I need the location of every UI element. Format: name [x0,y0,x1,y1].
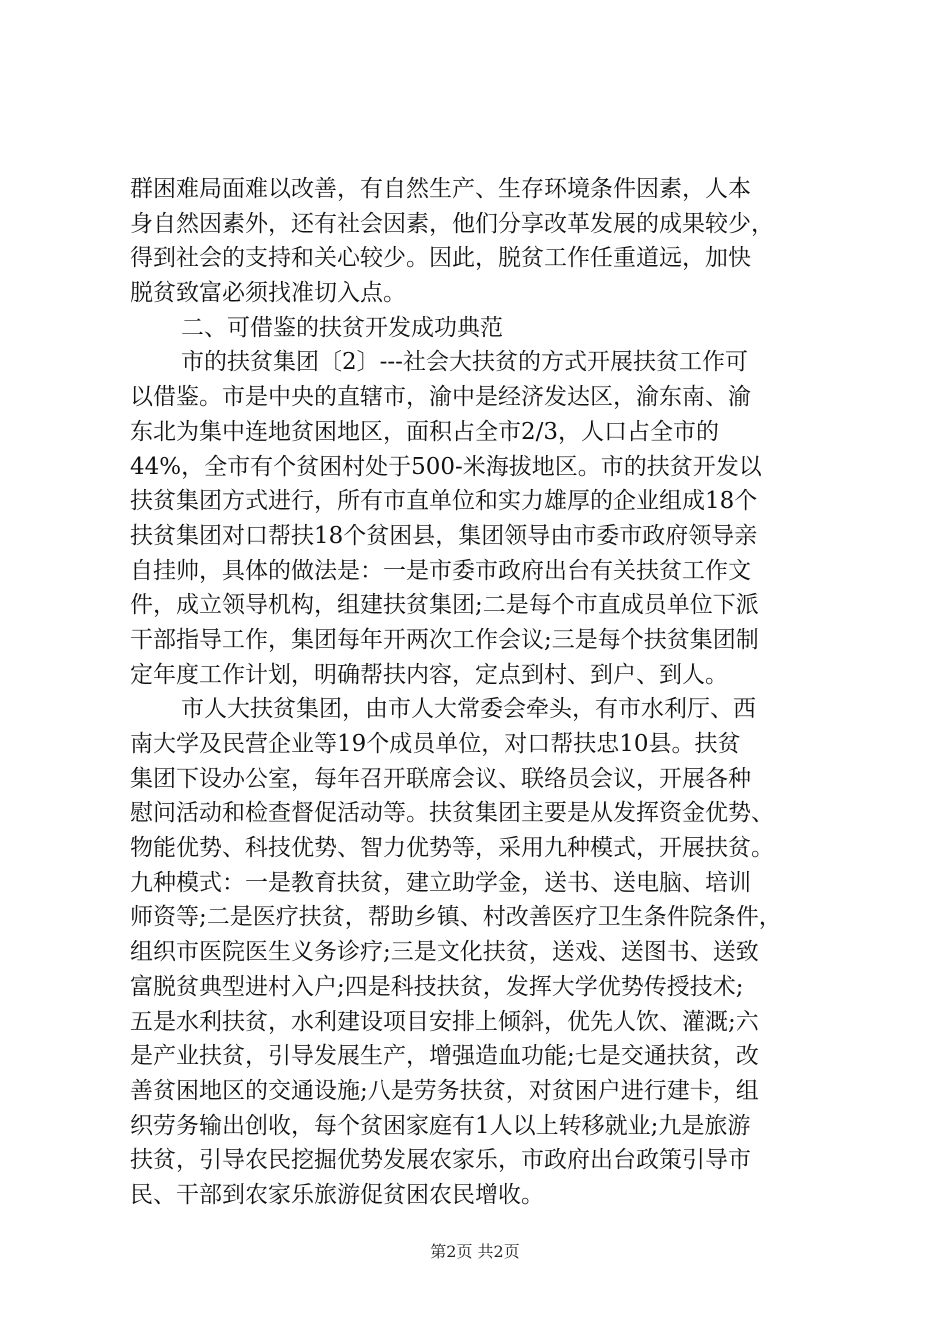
text-line: 定年度工作计划，明确帮扶内容，定点到村、到户、到人。 [130,661,728,688]
text-line: 扶贫集团对口帮扶18个贫困县，集团领导由市委市政府领导亲 [130,522,758,549]
text-line: 善贫困地区的交通设施;八是劳务扶贫，对贫困户进行建卡，组 [130,1077,759,1104]
section-heading: 二、可借鉴的扶贫开发成功典范 [181,314,503,341]
text-line: 脱贫致富必须找准切入点。 [130,280,406,307]
text-line: 得到社会的支持和关心较少。因此，脱贫工作任重道远，加快 [130,245,751,272]
text-line: 织劳务输出创收，每个贫困家庭有1人以上转移就业;九是旅游 [130,1112,751,1139]
page-footer [0,1242,950,1262]
text-line: 群困难局面难以改善，有自然生产、生存环境条件因素，人本 [130,176,751,202]
text-line: 师资等;二是医疗扶贫，帮助乡镇、村改善医疗卫生条件院条件， [130,904,782,931]
text-line: 物能优势、科技优势、智力优势等，采用九种模式，开展扶贫。 [130,835,774,862]
text-line: 44%，全市有个贫困村处于500-米海拔地区。市的扶贫开发以 [130,453,762,480]
text-line: 九种模式：一是教育扶贫，建立助学金，送书、送电脑、培训 [130,869,751,896]
text-line: 民、干部到农家乐旅游促贫困农民增收。 [130,1181,544,1208]
text-line: 东北为集中连地贫困地区，面积占全市2/3，人口占全市的 [130,418,720,445]
text-line: 组织市医院医生义务诊疗;三是文化扶贫，送戏、送图书、送致 [130,939,759,966]
text-line: 集团下设办公室，每年召开联席会议、联络员会议，开展各种 [130,765,751,792]
text-line: 身自然因素外，还有社会因素，他们分享改革发展的成果较少， [130,210,774,237]
text-line: 以借鉴。市是中央的直辖市，渝中是经济发达区，渝东南、渝 [130,384,751,411]
text-line: 市人大扶贫集团，由市人大常委会牵头，有市水利厅、西 [181,696,756,723]
text-line: 是产业扶贫，引导发展生产，增强造血功能;七是交通扶贫，改 [130,1043,759,1070]
document-body [130,172,830,1213]
text-line: 南大学及民营企业等19个成员单位，对口帮扶忠10县。扶贫 [130,731,741,757]
page-number: 第2页 共2页 [430,1242,520,1261]
text-line: 五是水利扶贫，水利建设项目安排上倾斜，优先人饮、灌溉;六 [130,1008,759,1035]
text-line: 自挂帅，具体的做法是：一是市委市政府出台有关扶贫工作文 [130,557,751,584]
text-line: 干部指导工作，集团每年开两次工作会议;三是每个扶贫集团制 [130,626,759,653]
text-line: 市的扶贫集团〔2〕---社会大扶贫的方式开展扶贫工作可 [181,349,748,376]
text-line: 富脱贫典型进村入户;四是科技扶贫，发挥大学优势传授技术; [130,973,744,1000]
text-line: 扶贫，引导农民挖掘优势发展农家乐，市政府出台政策引导市 [130,1147,751,1174]
text-line: 慰问活动和检查督促活动等。扶贫集团主要是从发挥资金优势、 [130,800,774,827]
text-line: 件，成立领导机构，组建扶贫集团;二是每个市直成员单位下派 [130,592,759,619]
text-line: 扶贫集团方式进行，所有市直单位和实力雄厚的企业组成18个 [130,488,758,515]
